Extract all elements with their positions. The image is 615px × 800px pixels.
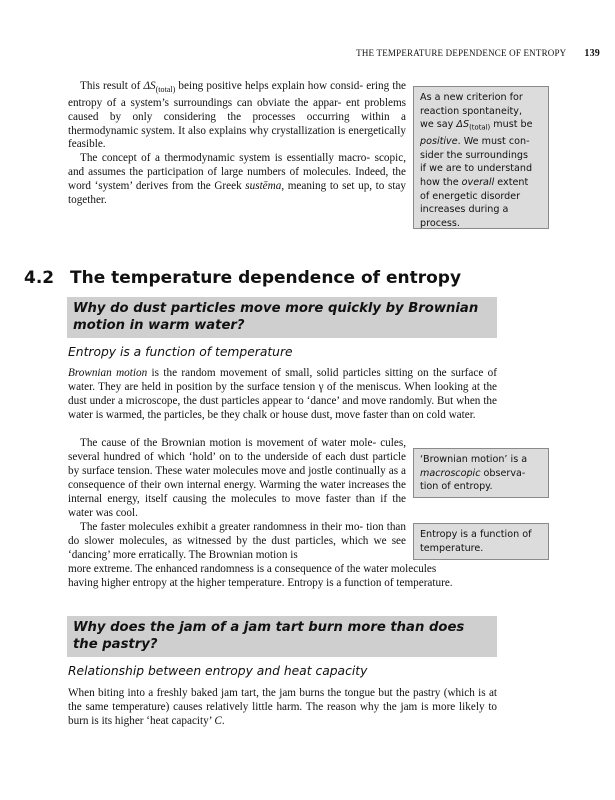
brownian-paragraph-1: Brownian motion is the random movement of small, solid particles sitting on the surface of water. They are held in position by the surface tension γ of the meniscus. When looking at the dust under a microscope, the dust particles appear to ‘dance’ and move randomly. But when the water is warmed, the particles, be they chalk or house dust, move faster than on cold water.: [68, 367, 498, 421]
section-number: 4.2: [24, 268, 55, 288]
brownian-paragraph-3-narrow: The faster molecules exhibit a greater randomness in their mo- tion than do slower molecules, as witnessed by the dust particles, which we see ‘dancing’ more erratically. The Brownian motion is: [68, 521, 406, 561]
brownian-paragraph-2: The cause of the Brownian motion is movement of water mole- cules, several hundred of which ‘hold’ on to the underside of each dust particle by surface tension. These water molecules move and jostle continually as a consequence of their own internal energy. Warming the water increases the internal energy, itself causing the molecules to move faster than if the water was cool.: [68, 437, 407, 519]
intro-paragraph-1: This result of $\Delta S_{(total)}$ being positive helps explain how consid- ering the entropy of a system’s surroundings can obviate the appar- ent problems caused by only considering the processes occurring within a thermodynamic system. It also explains why crystallization is energetically feasible.: [68, 80, 407, 151]
subhead-entropy-temperature: Entropy is a function of temperature: [68, 345, 293, 359]
page-number: 139: [584, 48, 600, 59]
question-box-jam-tart: Why does the jam of a jam tart burn more than does the pastry?: [67, 616, 497, 657]
subhead-heat-capacity: Relationship between entropy and heat capacity: [68, 664, 368, 678]
running-head: [0, 48, 600, 59]
question-box-brownian: Why do dust particles move more quickly by Brownian motion in warm water?: [67, 297, 497, 338]
running-head-title: THE TEMPERATURE DEPENDENCE OF ENTROPY: [356, 48, 567, 58]
jam-paragraph: When biting into a freshly baked jam tart, the jam burns the tongue but the pastry (which is at the same temperature) causes relatively little harm. The reason why the jam is more likely to burn is its higher ‘heat capacity’ C.: [68, 687, 498, 727]
margin-note-spontaneity: As a new criterion for reaction spontaneity, we say $\Delta S_{(total)}$ must be positive. We must con- sider the surroundings if we are to understand how the overall extent of energetic disorder increases during a process.: [413, 86, 549, 229]
intro-paragraph-2: The concept of a thermodynamic system is essentially macro- scopic, and assumes the participation of large numbers of molecules. Indeed, the word ‘system’ derives from the Greek sustēma, meaning to set up, to stay together.: [68, 152, 406, 207]
brownian-paragraph-3-wide: more extreme. The enhanced randomness is a consequence of the water molecules having higher entropy at the higher temperature. Entropy is a function of temperature.: [68, 563, 453, 589]
section-title: The temperature dependence of entropy: [70, 268, 462, 288]
intro-text: [68, 80, 406, 208]
margin-note-entropy-function: Entropy is a function of temperature.: [413, 523, 549, 560]
margin-note-brownian: ‘Brownian motion’ is a macroscopic observa- tion of entropy.: [413, 448, 549, 498]
section-heading: [24, 268, 584, 288]
